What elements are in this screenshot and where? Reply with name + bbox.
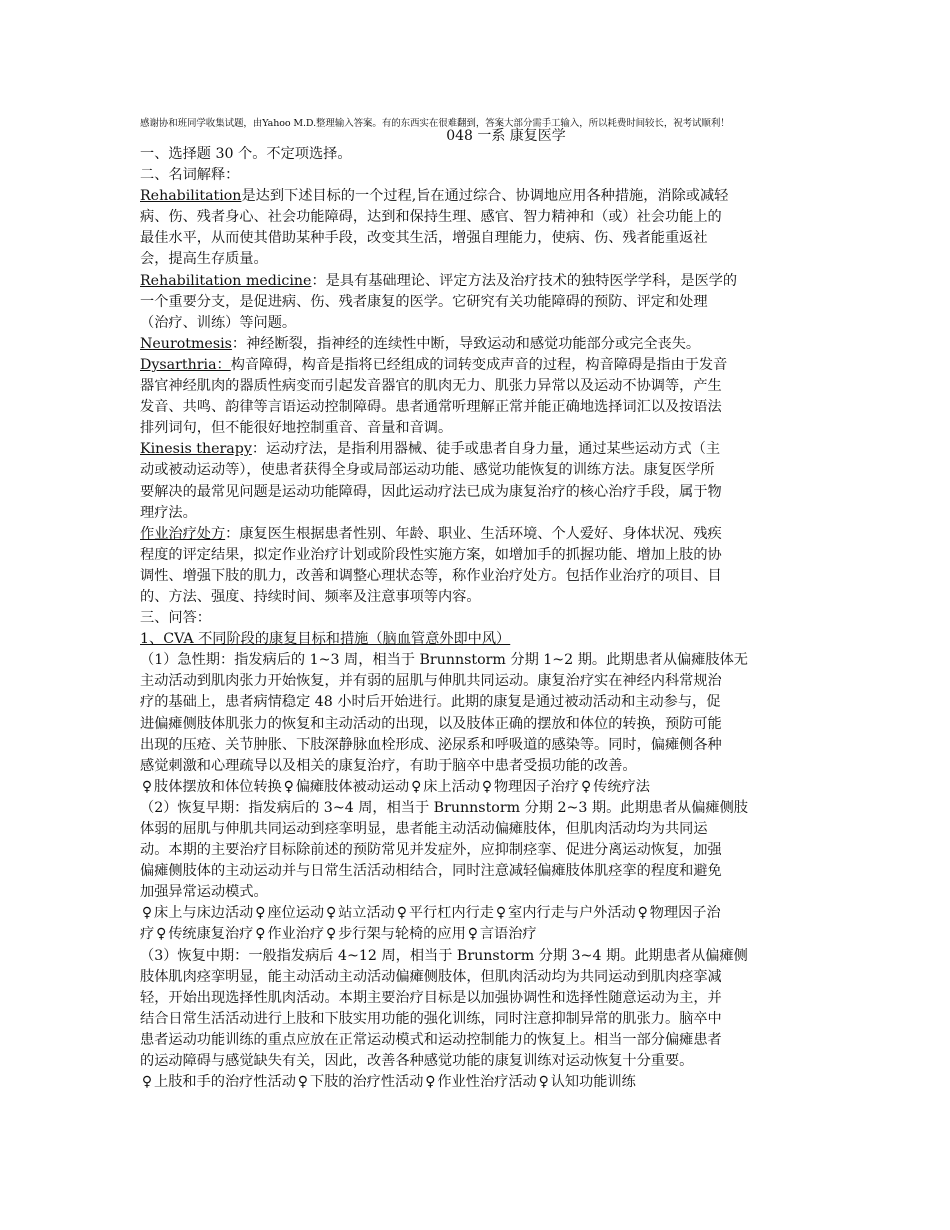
term-label: 1、CVA 不同阶段的康复目标和措施（脑血管意外即中风） <box>140 631 511 648</box>
text-line <box>140 924 812 945</box>
treatment-item: 认知功能训练 <box>550 1074 636 1091</box>
line-text: 排列词句，但不能很好地控制重音、音量和音调。 <box>140 420 453 437</box>
treatment-item: 作业治疗 <box>267 926 325 943</box>
bullet-icon: ♀ <box>637 905 648 922</box>
term-label: 作业治疗处方 <box>140 525 226 542</box>
treatment-item: 平行杠内行走 <box>408 905 494 922</box>
text-line <box>140 735 812 756</box>
bullet-icon: ♀ <box>255 926 266 943</box>
treatment-item: 肢体摆放和体位转换 <box>154 778 282 795</box>
text-line <box>140 228 812 249</box>
line-text: 体弱的屈肌与伸肌共同运动到痉挛明显，患者能主动活动偏瘫肢体，但肌肉活动均为共同运 <box>140 821 708 837</box>
treatment-item: 疗 <box>140 926 155 943</box>
treatment-item: 床上与床边活动 <box>154 905 254 922</box>
text-line <box>140 439 812 460</box>
document-content <box>140 144 812 1093</box>
treatment-item: 步行架与轮椅的应用 <box>338 926 466 943</box>
text-line <box>140 1051 812 1072</box>
text-line <box>140 460 812 481</box>
text-line <box>140 249 812 270</box>
treatment-item: 物理因子治 <box>649 905 721 922</box>
text-line <box>140 524 812 545</box>
line-text: 发音、共鸣、韵律等言语运动控制障碍。患者通常听理解正常并能正确地选择词汇以及按语法 <box>140 399 722 416</box>
text-line <box>140 418 812 439</box>
text-line <box>140 186 812 207</box>
text-line <box>140 376 812 397</box>
treatment-item: 室内行走与户外活动 <box>508 905 636 922</box>
text-line <box>140 608 812 629</box>
text-line <box>140 988 812 1009</box>
line-text: 结合日常生活活动进行上肢和下肢实用功能的强化训练，同时注意抑制异常的肌张力。脑卒中 <box>140 1010 722 1027</box>
text-line <box>140 882 812 903</box>
text-line <box>140 397 812 418</box>
treatment-item: 偏瘫肢体被动运动 <box>295 778 410 795</box>
bullet-icon: ♀ <box>325 926 337 943</box>
text-line <box>140 946 812 967</box>
treatment-item: 传统康复治疗 <box>168 926 254 943</box>
treatment-item: 下肢的治疗性活动 <box>309 1074 424 1091</box>
line-text: 感觉刺激和心理疏导以及相关的康复治疗，有助于脑卒中患者受损功能的改善。 <box>140 757 637 774</box>
text-line <box>140 587 812 608</box>
text-line <box>140 629 812 650</box>
text-line <box>140 777 812 798</box>
line-text: 构音障碍，构音是指将已经组成的词转变成声音的过程，构音障碍是指由于发音 <box>230 356 728 373</box>
text-line <box>140 692 812 713</box>
line-text: 患者运动功能训练的重点应放在正常运动模式和运动控制能力的恢复上。相当一部分偏瘫患者 <box>140 1031 722 1048</box>
bullet-icon: ♀ <box>255 905 266 922</box>
bullet-icon: ♀ <box>297 1074 308 1091</box>
line-text: 肢体肌肉痉挛明显，能主动活动主动活动偏瘫侧肢体，但肌肉活动均为共同运动到肌肉痉挛减 <box>140 968 722 985</box>
line-text: （3）恢复中期：一般指发病后 4~12 周，相当于 Brunstorm 分期 3~4 期。此期患者从偏瘫侧 <box>140 947 748 964</box>
line-text: 进偏瘫侧肢体肌张力的恢复和主动活动的出现，以及肢体正确的摆放和体位的转换，预防可能 <box>140 715 722 732</box>
text-line <box>140 144 812 165</box>
term-label: Neurotmesis <box>140 335 232 352</box>
line-text: 会，提高生存质量。 <box>140 251 268 268</box>
line-text: 病、伤、残者身心、社会功能障碍，达到和保持生理、感官、智力精神和（或）社会功能上的 <box>140 209 722 226</box>
line-text: 动。本期的主要治疗目标除前述的预防常见并发症外，应抑制痉挛、促进分离运动恢复，加强 <box>140 842 722 859</box>
line-text: 是达到下述目标的一个过程,旨在通过综合、协调地应用各种措施，消除或减轻 <box>241 188 729 205</box>
line-text: 最佳水平，从而使其借助某种手段，改变其生活，增强自理能力，使病、伤、残者能重返社 <box>140 230 708 247</box>
text-line <box>140 271 812 292</box>
text-line <box>140 1009 812 1030</box>
text-line <box>140 798 812 819</box>
line-text: 要解决的最常见问题是运动功能障碍，因此运动疗法已成为康复治疗的核心治疗手段，属于物 <box>140 483 722 500</box>
text-line <box>140 1072 812 1093</box>
line-text: ：康复医生根据患者性别、年龄、职业、生活环境、个人爱好、身体状况、残疾 <box>225 525 722 542</box>
bullet-icon: ♀ <box>467 926 478 943</box>
text-line <box>140 334 812 355</box>
line-text: 二、名词解释： <box>140 167 240 184</box>
text-line <box>140 840 812 861</box>
treatment-item: 上肢和手的治疗性活动 <box>154 1074 296 1091</box>
text-line <box>140 566 812 587</box>
term-label: Dysarthria： <box>140 356 231 373</box>
bullet-icon: ♀ <box>141 1074 153 1091</box>
treatment-item: 传统疗法 <box>593 778 650 795</box>
bullet-icon: ♀ <box>156 926 167 943</box>
line-text: 器官神经肌肉的器质性病变而引起发音器官的肌肉无力、肌张力异常以及运动不协调等，产生 <box>140 378 722 395</box>
line-text: （2）恢复早期：指发病后的 3~4 周，相当于 Brunnstorm 分期 2~3 期。此期患者从偏瘫侧肢 <box>140 799 748 816</box>
line-text: ：运动疗法，是指利用器械、徒手或患者自身力量，通过某些运动方式（主 <box>251 441 721 458</box>
line-text: 三、问答： <box>140 610 211 627</box>
text-line <box>140 671 812 692</box>
line-text: 程度的评定结果，拟定作业治疗计划或阶段性实施方案，如增加手的抓握功能、增加上肢的协 <box>140 546 722 563</box>
treatment-item: 言语治疗 <box>479 926 537 943</box>
line-text: （1）急性期：指发病后的 1~3 周，相当于 Brunnstorm 分期 1~2 期。此期患者从偏瘫肢体无 <box>140 652 748 669</box>
text-line <box>140 756 812 777</box>
text-line <box>140 1030 812 1051</box>
text-line <box>140 650 812 671</box>
line-text: 一个重要分支，是促进病、伤、残者康复的医学。它研究有关功能障碍的预防、评定和处理 <box>140 293 708 310</box>
term-label: Rehabilitation medicine <box>140 272 312 289</box>
bullet-icon: ♀ <box>141 905 153 922</box>
header-note: 感谢协和班同学收集试题，由Yahoo M.D.整理输入答案。有的东西实在很难翻到，答案大部分需手工输入，所以耗费时间较长，祝考试顺利！ <box>140 118 730 129</box>
bullet-icon: ♀ <box>396 905 407 922</box>
document-title: 048 一系 康复医学 <box>446 128 566 144</box>
text-line <box>140 903 812 924</box>
treatment-item: 物理因子治疗 <box>493 778 580 795</box>
line-text: 加强异常运动模式。 <box>140 884 268 901</box>
bullet-icon: ♀ <box>325 905 337 922</box>
treatment-item: 作业性治疗活动 <box>437 1074 537 1091</box>
bullet-icon: ♀ <box>141 778 153 795</box>
bullet-icon: ♀ <box>283 778 294 795</box>
text-line <box>140 165 812 186</box>
line-text: 动或被动运动等），使患者获得全身或局部运动功能、感觉功能恢复的训练方法。康复医学所 <box>140 462 715 479</box>
text-line <box>140 861 812 882</box>
bullet-icon: ♀ <box>411 778 422 795</box>
line-text: 偏瘫侧肢体的主动运动并与日常生活活动相结合，同时注意减轻偏瘫肢体肌痉挛的程度和避免 <box>140 863 722 880</box>
term-label: Kinesis therapy <box>140 441 252 458</box>
bullet-icon: ♀ <box>481 778 493 795</box>
line-text: ：是具有基础理论、评定方法及治疗技术的独特医学学科，是医学的 <box>311 272 738 289</box>
text-line <box>140 313 812 334</box>
line-text: ：神经断裂，指神经的连续性中断，导致运动和感觉功能部分或完全丧失。 <box>231 335 701 352</box>
bullet-icon: ♀ <box>495 905 507 922</box>
treatment-item: 座位运动 <box>267 905 325 922</box>
bullet-icon: ♀ <box>581 778 592 795</box>
line-text: 的、方法、强度、持续时间、频率及注意事项等内容。 <box>140 588 481 605</box>
treatment-item: 床上活动 <box>423 778 480 795</box>
text-line <box>140 967 812 988</box>
line-text: 出现的压疮、关节肿胀、下肢深静脉血栓形成、泌尿系和呼吸道的感染等。同时，偏瘫侧各种 <box>140 736 722 753</box>
text-line <box>140 355 812 376</box>
line-text: 轻，开始出现选择性肌肉活动。本期主要治疗目标是以加强协调性和选择性随意运动为主，并 <box>140 989 722 1006</box>
treatment-item: 站立活动 <box>338 905 395 922</box>
text-line <box>140 503 812 524</box>
document-body <box>140 118 812 1093</box>
line-text: （治疗、训练）等问题。 <box>140 314 297 331</box>
bullet-icon: ♀ <box>538 1074 549 1091</box>
text-line <box>140 207 812 228</box>
text-line <box>140 714 812 735</box>
text-line <box>140 292 812 313</box>
line-text: 理疗法。 <box>140 504 197 521</box>
line-text: 主动活动到肌肉张力开始恢复，并有弱的屈肌与伸肌共同运动。康复治疗实在神经内科常规治 <box>140 673 722 690</box>
text-line <box>140 545 812 566</box>
line-text: 的运动障碍与感觉缺失有关，因此，改善各种感觉功能的康复训练对运动恢复十分重要。 <box>140 1053 694 1070</box>
term-label: Rehabilitation <box>140 188 242 205</box>
line-text: 调性、增强下肢的肌力，改善和调整心理状态等，称作业治疗处方。包括作业治疗的项目、目 <box>140 567 722 584</box>
line-text: 一、选择题 30 个。不定项选择。 <box>140 146 352 162</box>
text-line <box>140 819 812 840</box>
line-text: 疗的基础上，患者病情稳定 48 小时后开始进行。此期的康复是通过被动活动和主动参与，促 <box>140 694 721 711</box>
text-line <box>140 482 812 503</box>
bullet-icon: ♀ <box>425 1074 436 1091</box>
